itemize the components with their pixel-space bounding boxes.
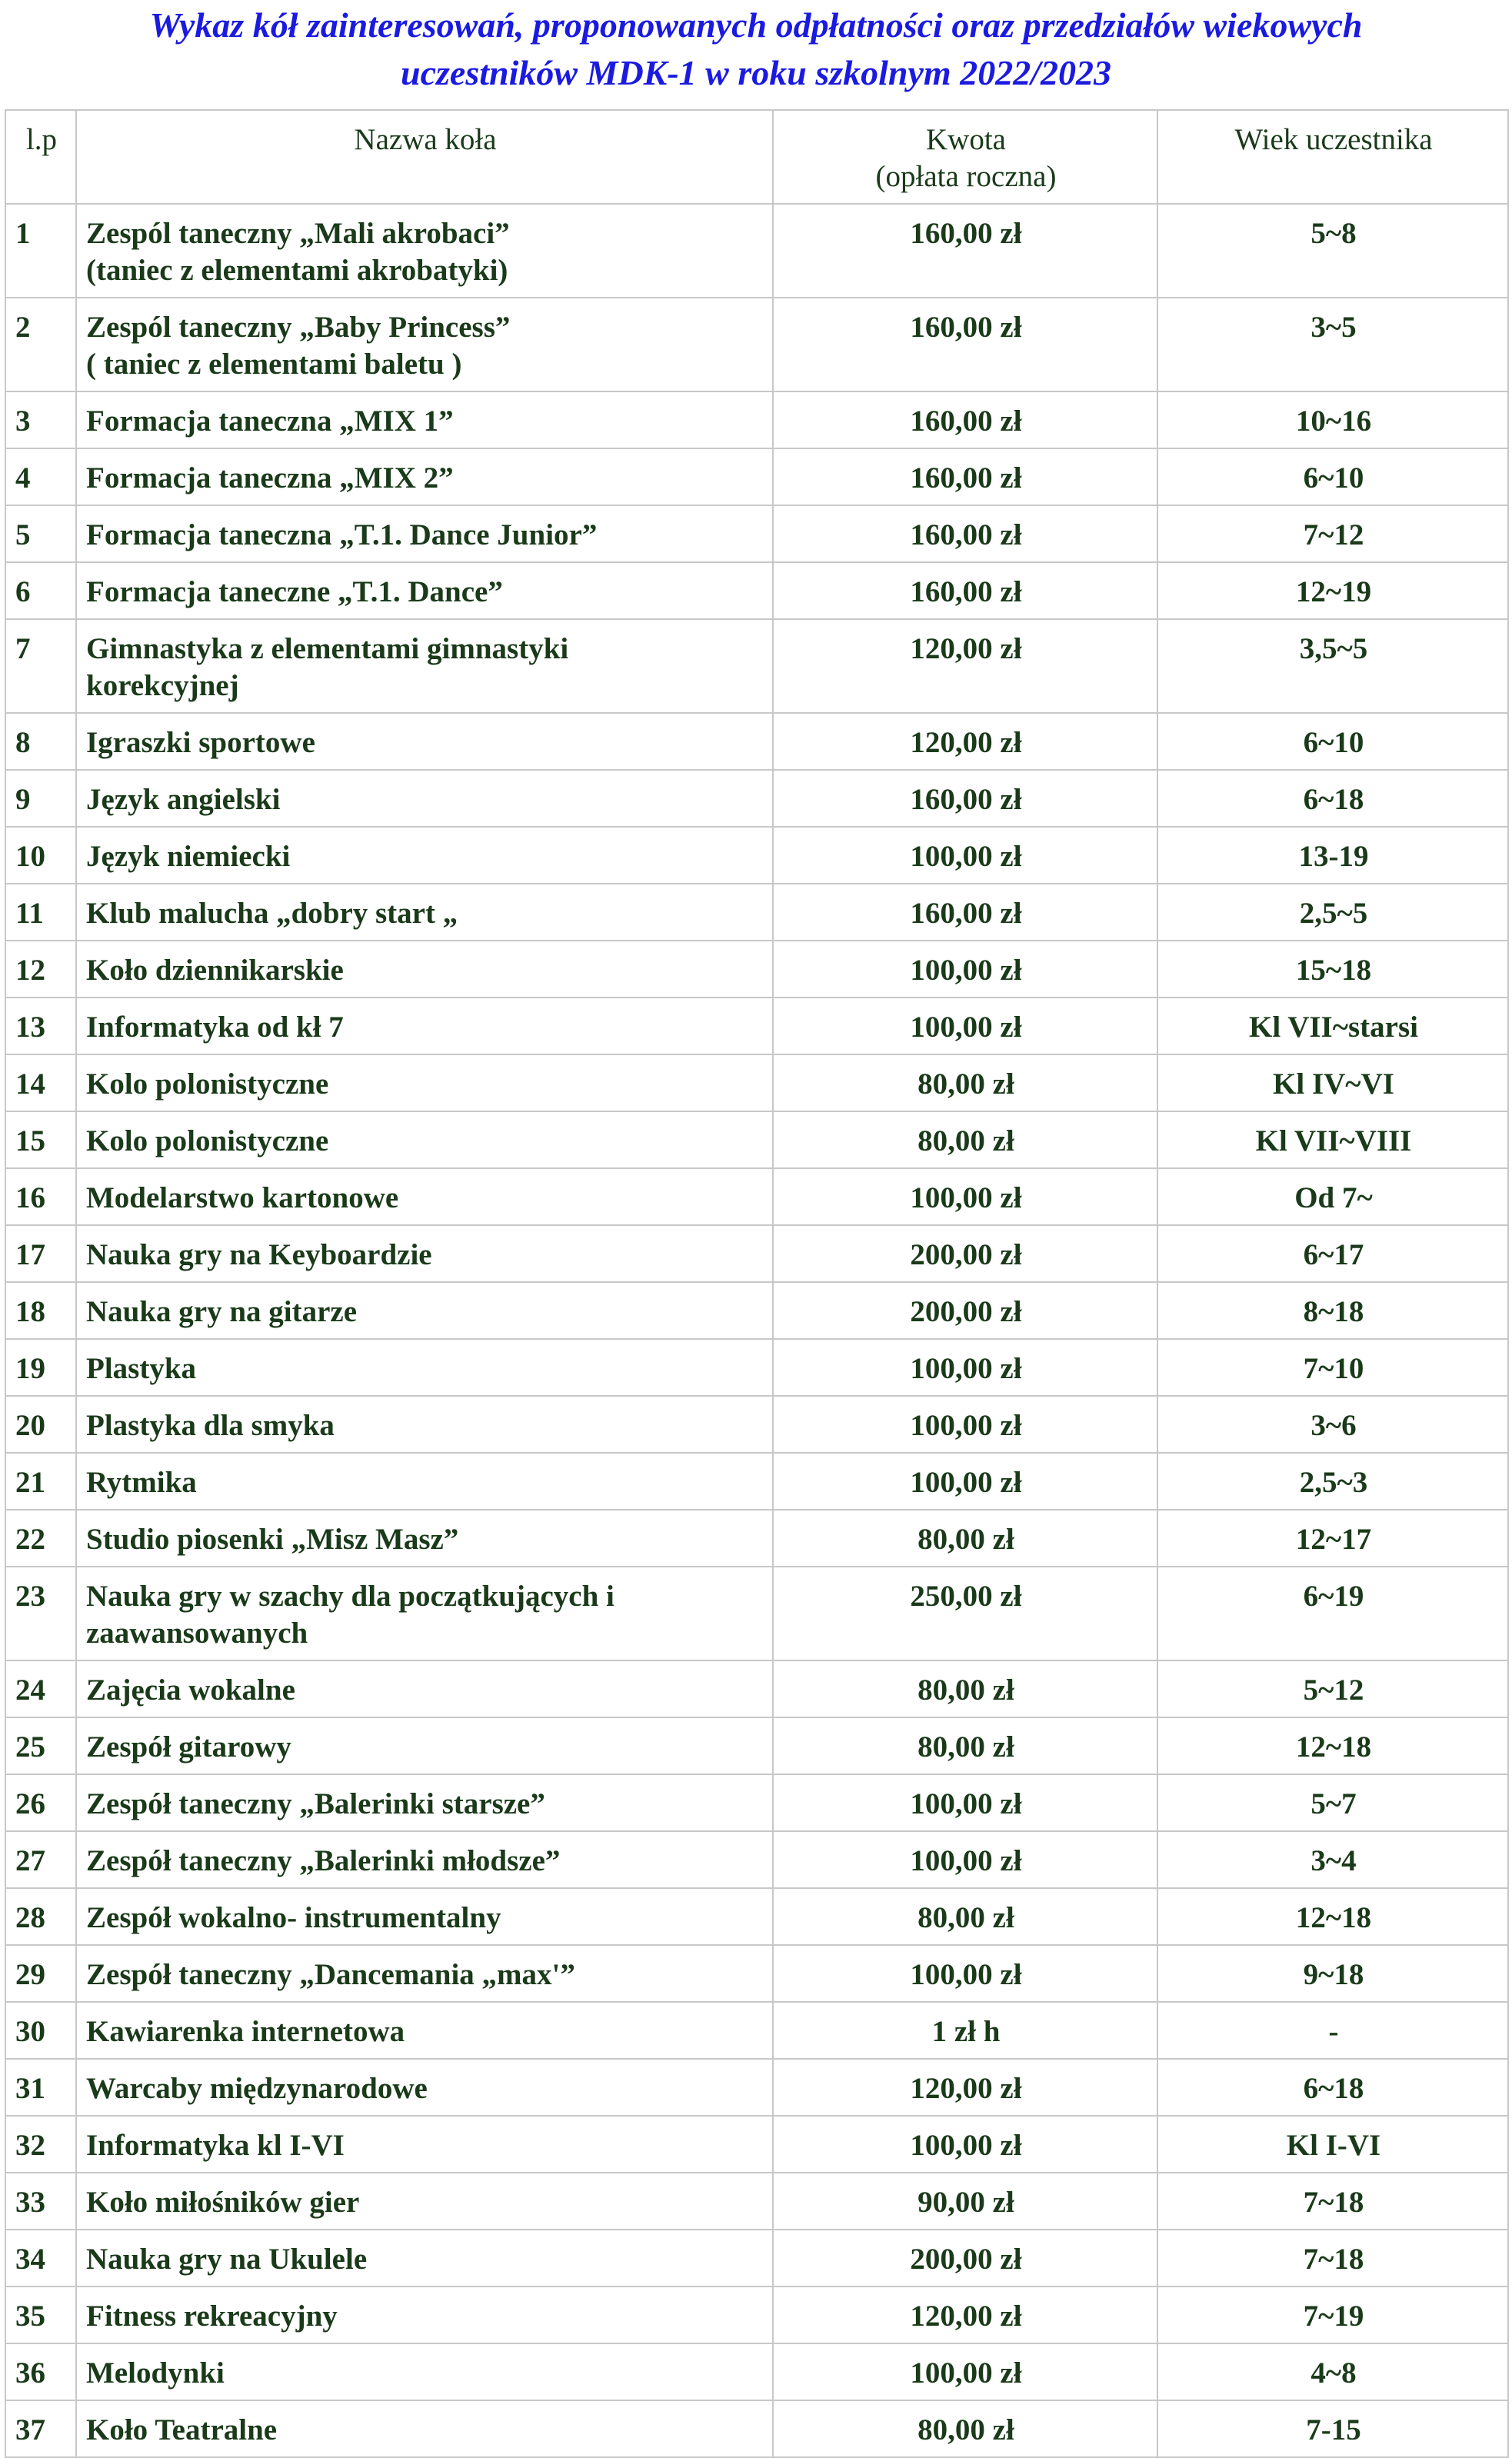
table-row xyxy=(5,1225,1508,1282)
row-activity-name-line-1: Studio piosenki „Misz Masz” xyxy=(86,1523,459,1556)
row-price: 160,00 zł xyxy=(773,298,1157,391)
row-activity-name-line-1: Nauka gry na Keyboardzie xyxy=(86,1238,432,1271)
row-age-range: 2,5~3 xyxy=(1157,1453,1508,1510)
row-activity-name-line-1: Koło Teatralne xyxy=(86,2413,278,2446)
row-number: 13 xyxy=(5,998,76,1054)
row-activity-name xyxy=(76,827,773,884)
row-price: 120,00 zł xyxy=(773,619,1157,713)
row-activity-name-line-1: Plastyka dla smyka xyxy=(86,1409,335,1442)
row-price: 120,00 zł xyxy=(773,713,1157,770)
row-activity-name-line-1: Zespół taneczny „Balerinki młodsze” xyxy=(86,1844,561,1877)
document-title xyxy=(0,0,1512,97)
row-activity-name-line-1: Modelarstwo kartonowe xyxy=(86,1181,399,1214)
row-number: 20 xyxy=(5,1396,76,1453)
table-header-row xyxy=(5,110,1508,204)
row-price: 80,00 zł xyxy=(773,1111,1157,1168)
row-activity-name-line-1: Formacja taneczne „T.1. Dance” xyxy=(86,575,503,608)
row-number: 32 xyxy=(5,2116,76,2173)
row-age-range: 7~18 xyxy=(1157,2173,1508,2230)
row-age-range: Kl I-VI xyxy=(1157,2116,1508,2173)
row-price: 200,00 zł xyxy=(773,2230,1157,2286)
table-row xyxy=(5,1945,1508,2002)
row-activity-name-line-1: Informatyka od kł 7 xyxy=(86,1011,344,1044)
row-price: 80,00 zł xyxy=(773,1660,1157,1717)
table-row xyxy=(5,448,1508,505)
table-row xyxy=(5,1774,1508,1831)
row-price: 120,00 zł xyxy=(773,2286,1157,2343)
row-activity-name xyxy=(76,2400,773,2457)
table-row xyxy=(5,2059,1508,2116)
row-age-range: 6~19 xyxy=(1157,1567,1508,1660)
row-number: 27 xyxy=(5,1831,76,1888)
row-activity-name xyxy=(76,1567,773,1660)
row-price: 100,00 zł xyxy=(773,1831,1157,1888)
row-number: 33 xyxy=(5,2173,76,2230)
row-age-range: Kl VII~starsi xyxy=(1157,998,1508,1054)
table-row xyxy=(5,1831,1508,1888)
table-row xyxy=(5,298,1508,391)
row-age-range: 5~12 xyxy=(1157,1660,1508,1717)
row-price: 100,00 zł xyxy=(773,998,1157,1054)
row-activity-name xyxy=(76,1339,773,1396)
row-activity-name-line-1: Warcaby międzynarodowe xyxy=(86,2072,428,2105)
row-activity-name xyxy=(76,1888,773,1945)
row-activity-name xyxy=(76,2286,773,2343)
table-row xyxy=(5,770,1508,827)
row-price: 160,00 zł xyxy=(773,391,1157,448)
table-row xyxy=(5,1888,1508,1945)
row-number: 16 xyxy=(5,1168,76,1225)
row-activity-name-line-2: (taniec z elementami akrobatyki) xyxy=(86,254,508,287)
row-number: 24 xyxy=(5,1660,76,1717)
row-age-range: 7-15 xyxy=(1157,2400,1508,2457)
row-age-range: 6~17 xyxy=(1157,1225,1508,1282)
row-price: 100,00 zł xyxy=(773,1774,1157,1831)
row-activity-name xyxy=(76,1660,773,1717)
row-number: 28 xyxy=(5,1888,76,1945)
row-activity-name xyxy=(76,2002,773,2059)
table-row xyxy=(5,2400,1508,2457)
table-row xyxy=(5,2116,1508,2173)
row-age-range: 12~17 xyxy=(1157,1510,1508,1567)
row-activity-name xyxy=(76,1168,773,1225)
row-number: 34 xyxy=(5,2230,76,2286)
table-row xyxy=(5,2173,1508,2230)
row-age-range: 13-19 xyxy=(1157,827,1508,884)
row-number: 5 xyxy=(5,505,76,562)
row-number: 26 xyxy=(5,1774,76,1831)
row-number: 35 xyxy=(5,2286,76,2343)
row-age-range: 12~19 xyxy=(1157,562,1508,619)
row-activity-name-line-1: Fitness rekreacyjny xyxy=(86,2300,338,2333)
row-number: 4 xyxy=(5,448,76,505)
row-activity-name-line-1: Zespół wokalno- instrumentalny xyxy=(86,1901,501,1934)
row-price: 160,00 zł xyxy=(773,505,1157,562)
row-price: 160,00 zł xyxy=(773,562,1157,619)
row-number: 9 xyxy=(5,770,76,827)
row-price: 90,00 zł xyxy=(773,2173,1157,2230)
table-row xyxy=(5,1168,1508,1225)
table-row xyxy=(5,391,1508,448)
row-activity-name-line-1: Nauka gry w szachy dla początkujących i xyxy=(86,1580,614,1613)
row-number: 30 xyxy=(5,2002,76,2059)
row-activity-name xyxy=(76,562,773,619)
row-age-range: 15~18 xyxy=(1157,941,1508,998)
row-price: 160,00 zł xyxy=(773,204,1157,298)
row-price: 200,00 zł xyxy=(773,1282,1157,1339)
header-age: Wiek uczestnika xyxy=(1157,110,1508,204)
row-age-range: 2,5~5 xyxy=(1157,884,1508,941)
row-activity-name-line-2: korekcyjnej xyxy=(86,669,239,702)
table-row xyxy=(5,2230,1508,2286)
row-activity-name-line-2: ( taniec z elementami baletu ) xyxy=(86,348,462,381)
table-row xyxy=(5,1282,1508,1339)
row-number: 18 xyxy=(5,1282,76,1339)
row-activity-name-line-1: Język angielski xyxy=(86,783,281,816)
row-number: 37 xyxy=(5,2400,76,2457)
row-activity-name xyxy=(76,1831,773,1888)
table-row xyxy=(5,2343,1508,2400)
row-activity-name xyxy=(76,391,773,448)
row-activity-name-line-1: Formacja taneczna „MIX 1” xyxy=(86,405,454,438)
row-activity-name xyxy=(76,1717,773,1774)
row-number: 10 xyxy=(5,827,76,884)
table-row xyxy=(5,713,1508,770)
row-activity-name xyxy=(76,884,773,941)
row-age-range: Kl IV~VI xyxy=(1157,1054,1508,1111)
row-price: 80,00 zł xyxy=(773,1888,1157,1945)
row-activity-name-line-2: zaawansowanych xyxy=(86,1617,308,1650)
header-price-line-2: (opłata roczna) xyxy=(875,160,1057,193)
row-activity-name-line-1: Zespół taneczny „Balerinki starsze” xyxy=(86,1787,545,1820)
row-activity-name xyxy=(76,2343,773,2400)
row-activity-name-line-1: Melodynki xyxy=(86,2356,225,2390)
row-age-range: 6~10 xyxy=(1157,713,1508,770)
row-activity-name xyxy=(76,941,773,998)
row-age-range: 6~18 xyxy=(1157,2059,1508,2116)
row-activity-name xyxy=(76,2116,773,2173)
row-number: 31 xyxy=(5,2059,76,2116)
row-number: 23 xyxy=(5,1567,76,1660)
table-row xyxy=(5,2002,1508,2059)
table-row xyxy=(5,998,1508,1054)
activities-table xyxy=(5,109,1509,2458)
table-row xyxy=(5,884,1508,941)
row-activity-name-line-1: Igraszki sportowe xyxy=(86,726,315,759)
row-age-range: 7~19 xyxy=(1157,2286,1508,2343)
table-row xyxy=(5,204,1508,298)
row-number: 21 xyxy=(5,1453,76,1510)
table-row xyxy=(5,2286,1508,2343)
title-line-2: uczestników MDK-1 w roku szkolnym 2022/2023 xyxy=(401,53,1111,92)
row-age-range: 3~4 xyxy=(1157,1831,1508,1888)
row-activity-name xyxy=(76,1774,773,1831)
table-row xyxy=(5,505,1508,562)
row-activity-name xyxy=(76,1945,773,2002)
row-number: 15 xyxy=(5,1111,76,1168)
row-number: 36 xyxy=(5,2343,76,2400)
row-activity-name xyxy=(76,448,773,505)
row-activity-name-line-1: Rytmika xyxy=(86,1466,197,1499)
table-row xyxy=(5,1717,1508,1774)
row-number: 22 xyxy=(5,1510,76,1567)
row-age-range: 3,5~5 xyxy=(1157,619,1508,713)
table-row xyxy=(5,1567,1508,1660)
row-age-range: - xyxy=(1157,2002,1508,2059)
row-age-range: 7~12 xyxy=(1157,505,1508,562)
row-price: 100,00 zł xyxy=(773,941,1157,998)
row-activity-name-line-1: Zespól taneczny „Mali akrobaci” xyxy=(86,217,510,250)
table-row xyxy=(5,827,1508,884)
row-age-range: Kl VII~VIII xyxy=(1157,1111,1508,1168)
row-price: 100,00 zł xyxy=(773,1168,1157,1225)
header-lp: l.p xyxy=(5,110,76,204)
row-price: 100,00 zł xyxy=(773,1945,1157,2002)
row-activity-name xyxy=(76,619,773,713)
row-number: 8 xyxy=(5,713,76,770)
row-age-range: 6~10 xyxy=(1157,448,1508,505)
row-price: 80,00 zł xyxy=(773,1054,1157,1111)
row-activity-name-line-1: Zespól taneczny „Baby Princess” xyxy=(86,311,511,344)
row-age-range: 12~18 xyxy=(1157,1717,1508,1774)
row-price: 160,00 zł xyxy=(773,884,1157,941)
row-number: 17 xyxy=(5,1225,76,1282)
row-price: 100,00 zł xyxy=(773,2343,1157,2400)
row-activity-name-line-1: Kolo polonistyczne xyxy=(86,1067,329,1101)
row-age-range: 12~18 xyxy=(1157,1888,1508,1945)
row-price: 100,00 zł xyxy=(773,1453,1157,1510)
table-row xyxy=(5,1111,1508,1168)
row-age-range: 6~18 xyxy=(1157,770,1508,827)
row-number: 3 xyxy=(5,391,76,448)
row-activity-name-line-1: Kolo polonistyczne xyxy=(86,1124,329,1157)
row-price: 120,00 zł xyxy=(773,2059,1157,2116)
header-price-line-1: Kwota xyxy=(926,123,1006,156)
row-age-range: 7~18 xyxy=(1157,2230,1508,2286)
header-name: Nazwa koła xyxy=(76,110,773,204)
row-number: 7 xyxy=(5,619,76,713)
row-activity-name xyxy=(76,713,773,770)
row-number: 2 xyxy=(5,298,76,391)
row-number: 29 xyxy=(5,1945,76,2002)
row-price: 100,00 zł xyxy=(773,1339,1157,1396)
row-activity-name xyxy=(76,298,773,391)
row-activity-name-line-1: Kawiarenka internetowa xyxy=(86,2015,405,2048)
row-number: 19 xyxy=(5,1339,76,1396)
row-activity-name-line-1: Gimnastyka z elementami gimnastyki xyxy=(86,632,569,665)
row-activity-name xyxy=(76,1111,773,1168)
row-age-range: 3~5 xyxy=(1157,298,1508,391)
row-price: 100,00 zł xyxy=(773,827,1157,884)
row-age-range: 9~18 xyxy=(1157,1945,1508,2002)
table-row xyxy=(5,1510,1508,1567)
row-activity-name-line-1: Nauka gry na Ukulele xyxy=(86,2243,368,2276)
row-activity-name xyxy=(76,770,773,827)
row-activity-name-line-1: Informatyka kl I-VI xyxy=(86,2129,345,2162)
row-activity-name-line-1: Formacja taneczna „MIX 2” xyxy=(86,461,454,495)
table-row xyxy=(5,1054,1508,1111)
table-row xyxy=(5,1660,1508,1717)
row-price: 80,00 zł xyxy=(773,1510,1157,1567)
row-price: 160,00 zł xyxy=(773,770,1157,827)
row-number: 1 xyxy=(5,204,76,298)
table-row xyxy=(5,1453,1508,1510)
table-row xyxy=(5,1339,1508,1396)
table-row xyxy=(5,619,1508,713)
row-activity-name xyxy=(76,204,773,298)
row-activity-name xyxy=(76,2230,773,2286)
row-activity-name-line-1: Klub malucha „dobry start „ xyxy=(86,897,458,930)
row-activity-name xyxy=(76,505,773,562)
row-price: 200,00 zł xyxy=(773,1225,1157,1282)
row-activity-name-line-1: Zespół gitarowy xyxy=(86,1730,291,1764)
row-price: 1 zł h xyxy=(773,2002,1157,2059)
row-activity-name xyxy=(76,1396,773,1453)
row-number: 14 xyxy=(5,1054,76,1111)
row-activity-name xyxy=(76,1054,773,1111)
row-number: 25 xyxy=(5,1717,76,1774)
row-age-range: 7~10 xyxy=(1157,1339,1508,1396)
row-activity-name-line-1: Zajęcia wokalne xyxy=(86,1674,295,1707)
row-number: 12 xyxy=(5,941,76,998)
row-activity-name xyxy=(76,2059,773,2116)
row-activity-name-line-1: Koło dziennikarskie xyxy=(86,954,344,987)
row-age-range: 3~6 xyxy=(1157,1396,1508,1453)
row-price: 100,00 zł xyxy=(773,1396,1157,1453)
row-price: 80,00 zł xyxy=(773,2400,1157,2457)
title-line-1: Wykaz kół zainteresowań, proponowanych odpłatności oraz przedziałów wiekowych xyxy=(149,5,1363,45)
row-price: 100,00 zł xyxy=(773,2116,1157,2173)
row-price: 160,00 zł xyxy=(773,448,1157,505)
table-row xyxy=(5,1396,1508,1453)
row-number: 11 xyxy=(5,884,76,941)
header-price xyxy=(773,110,1157,204)
row-activity-name-line-1: Koło miłośników gier xyxy=(86,2186,360,2219)
row-activity-name xyxy=(76,1453,773,1510)
row-activity-name xyxy=(76,998,773,1054)
row-activity-name-line-1: Język niemiecki xyxy=(86,840,291,873)
table-row xyxy=(5,562,1508,619)
row-price: 80,00 zł xyxy=(773,1717,1157,1774)
row-price: 250,00 zł xyxy=(773,1567,1157,1660)
row-activity-name-line-1: Plastyka xyxy=(86,1352,197,1385)
row-number: 6 xyxy=(5,562,76,619)
row-age-range: 8~18 xyxy=(1157,1282,1508,1339)
table-row xyxy=(5,941,1508,998)
row-activity-name-line-1: Zespół taneczny „Dancemania „max'” xyxy=(86,1958,575,1991)
row-age-range: 4~8 xyxy=(1157,2343,1508,2400)
row-activity-name-line-1: Nauka gry na gitarze xyxy=(86,1295,358,1328)
row-activity-name-line-1: Formacja taneczna „T.1. Dance Junior” xyxy=(86,518,598,551)
row-activity-name xyxy=(76,1510,773,1567)
row-activity-name xyxy=(76,1225,773,1282)
row-activity-name xyxy=(76,1282,773,1339)
row-activity-name xyxy=(76,2173,773,2230)
row-age-range: 5~8 xyxy=(1157,204,1508,298)
row-age-range: 10~16 xyxy=(1157,391,1508,448)
row-age-range: 5~7 xyxy=(1157,1774,1508,1831)
row-age-range: Od 7~ xyxy=(1157,1168,1508,1225)
